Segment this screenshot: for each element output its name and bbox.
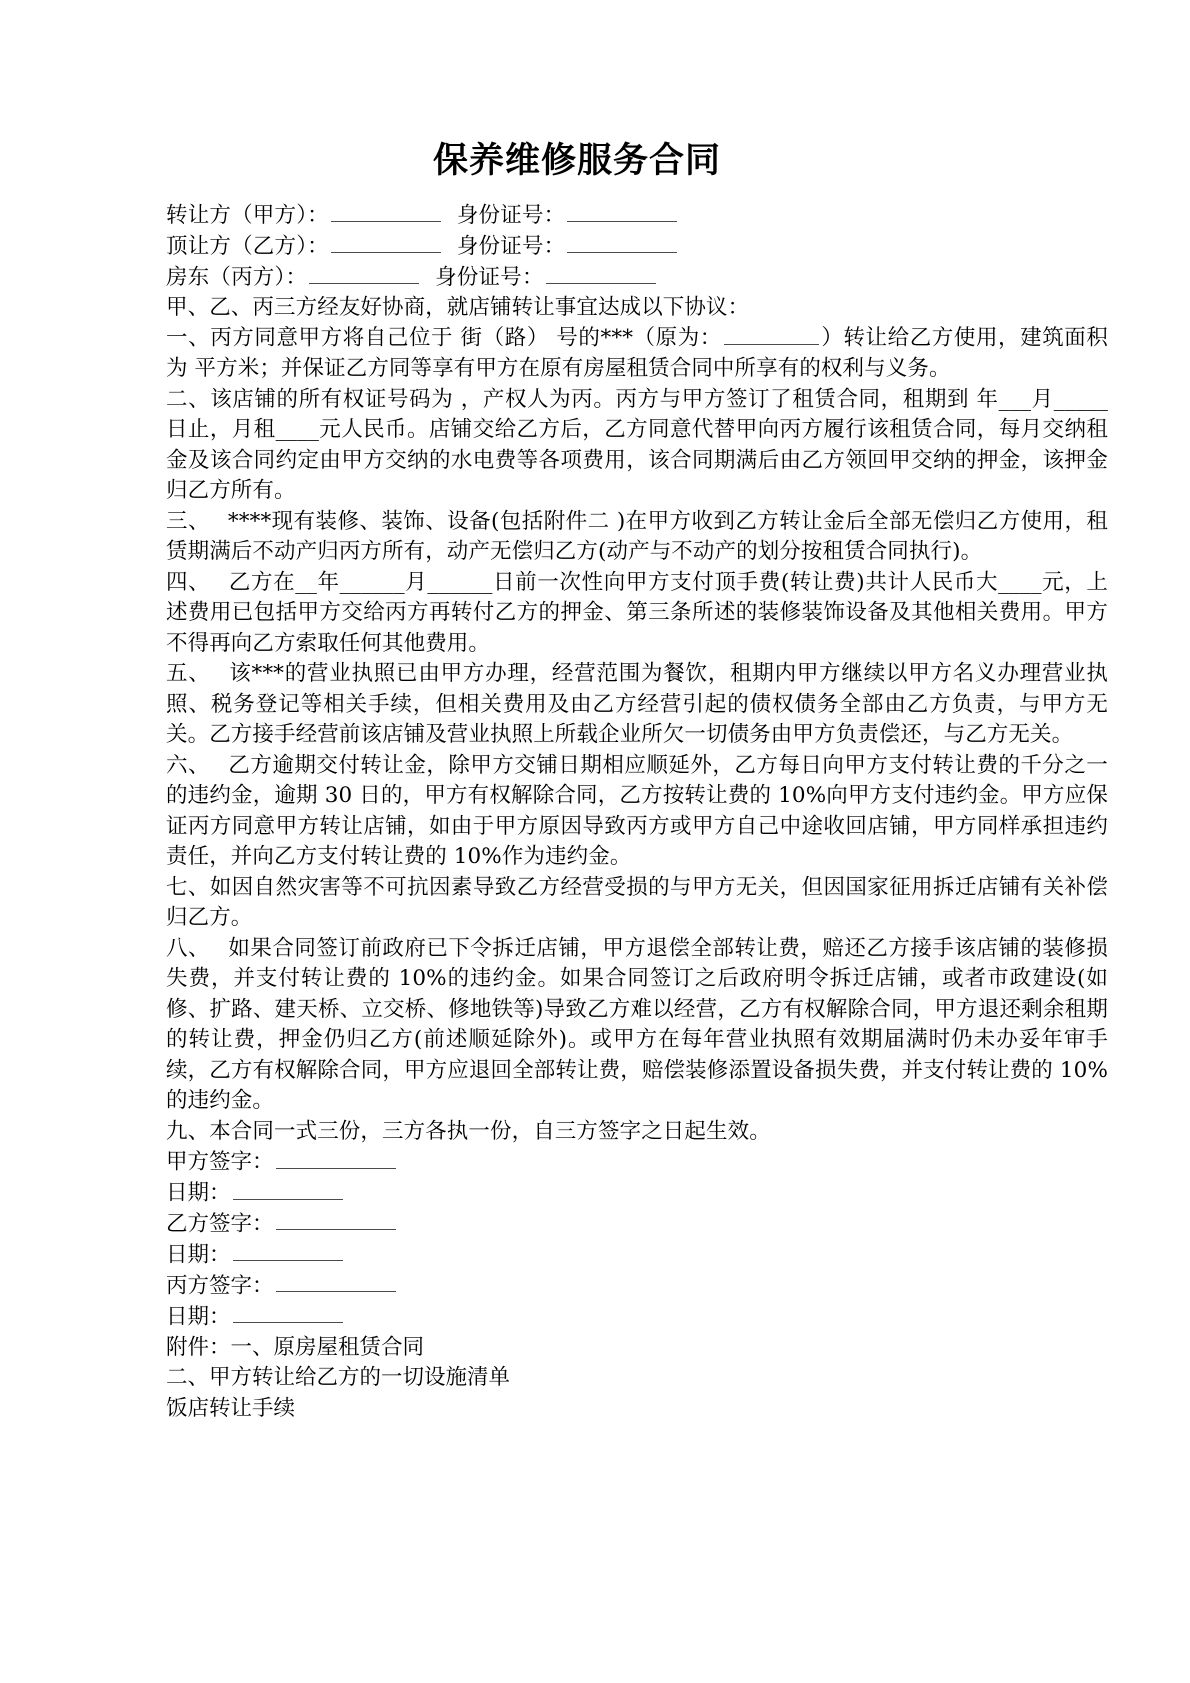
party-id-blank-transferee[interactable] — [567, 231, 677, 252]
clause-6 — [166, 751, 1108, 873]
clause-2-text: 该店铺的所有权证号码为 ，产权人为丙。丙方与甲方签订了租赁合同，租期到 年___月_____日止，月租____元人民币。店铺交给乙方后，乙方同意代替甲向丙方履行该租赁合同，每月交纳租金及该合同约定由甲方交纳的水电费等各项费用，该合同期满后由乙方领回甲交纳的押金，该押金归乙方所有。 — [166, 386, 1108, 504]
party-id-blank-landlord[interactable] — [546, 262, 656, 283]
clause-9 — [166, 1117, 1108, 1148]
clause-3-number: 三、 — [166, 508, 210, 534]
party-label-landlord: 房东（丙方）： — [166, 264, 308, 290]
signature-blank-party-b[interactable] — [276, 1209, 396, 1230]
document-content — [166, 140, 1108, 1424]
party-id-label-transferee: 身份证号： — [456, 233, 566, 259]
party-name-blank-transferor[interactable] — [331, 200, 441, 221]
signature-row-party-b — [166, 1209, 1108, 1240]
clause-1 — [166, 323, 1108, 384]
party-id-blank-transferor[interactable] — [567, 200, 677, 221]
party-name-blank-transferee[interactable] — [331, 231, 441, 252]
clause-2 — [166, 385, 1108, 507]
clause-5-number: 五、 — [166, 661, 211, 687]
clause-8-text: 如果合同签订前政府已下令拆迁店铺，甲方退偿全部转让费，赔还乙方接手该店铺的装修损失费，并支付转让费的 10%的违约金。如果合同签订之后政府明令拆迁店铺，或者市政建设(如修、扩路、建天桥、立交桥、修地铁等)导致乙方难以经营，乙方有权解除合同，甲方退还剩余租期的转让费，押金仍归乙方(前述顺延除外)。或甲方在每年营业执照有效期届满时仍未办妥年审手续，乙方有权解除合同，甲方应退回全部转让费，赔偿装修添置设备损失费，并支付转让费的 10%的违约金。 — [166, 935, 1108, 1114]
page-title: 保养维修服务合同 — [432, 141, 721, 181]
clause-9-text: 本合同一式三份，三方各执一份，自三方签字之日起生效。 — [209, 1118, 771, 1144]
clause-3-text: ****现有装修、装饰、设备(包括附件二 )在甲方收到乙方转让金后全部无偿归乙方使用，租赁期满后不动产归丙方所有，动产无偿归乙方(动产与不动产的划分按租赁合同执行)。 — [166, 508, 1109, 565]
party-id-label-landlord: 身份证号： — [435, 264, 544, 290]
clause-3 — [166, 507, 1108, 568]
signature-row-date-a — [166, 1178, 1108, 1209]
attachment-item-1: 附件：一、原房屋租赁合同 — [166, 1334, 425, 1360]
date-label-party-b: 日期： — [166, 1242, 231, 1268]
clause-4-number: 四、 — [166, 569, 211, 595]
signature-blank-party-a[interactable] — [276, 1147, 396, 1168]
clause-1-blank-original-name[interactable] — [724, 323, 819, 344]
party-id-label-transferor: 身份证号： — [456, 202, 566, 228]
party-name-blank-landlord[interactable] — [309, 262, 419, 283]
signature-row-party-c — [166, 1271, 1108, 1302]
clause-6-text: 乙方逾期交付转让金，除甲方交铺日期相应顺延外，乙方每日向甲方支付转让费的千分之一的违约金，逾期 30 日的，甲方有权解除合同，乙方按转让费的 10%向甲方支付违约金。甲方应保证丙方同意甲方转让店铺，如由于甲方原因导致丙方或甲方自己中途收回店铺，甲方同样承担违约责任，并向乙方支付转让费的 10%作为违约金。 — [166, 752, 1108, 870]
clause-9-number: 九、 — [166, 1118, 210, 1144]
clause-8 — [166, 934, 1108, 1117]
party-label-transferor: 转让方（甲方）： — [166, 202, 329, 228]
clause-6-number: 六、 — [166, 752, 210, 778]
party-line-transferor — [166, 200, 1108, 231]
clause-1-text-a: 丙方同意甲方将自己位于 街（路） 号的***（原为： — [210, 325, 722, 351]
signature-label-party-a: 甲方签字： — [166, 1149, 274, 1175]
signature-row-date-b — [166, 1240, 1108, 1271]
attachment-item-3: 饭店转让手续 — [166, 1395, 296, 1421]
clause-7-text: 如因自然灾害等不可抗因素导致乙方经营受损的与甲方无关，但因国家征用拆迁店铺有关补偿归乙方。 — [166, 874, 1109, 931]
attachment-item-2: 二、甲方转让给乙方的一切设施清单 — [166, 1365, 511, 1391]
date-label-party-a: 日期： — [166, 1180, 231, 1206]
signature-row-party-a — [166, 1147, 1108, 1178]
signature-label-party-c: 丙方签字： — [166, 1273, 274, 1299]
signature-label-party-b: 乙方签字： — [166, 1211, 274, 1237]
clause-8-number: 八、 — [166, 935, 210, 961]
clause-1-number: 一、 — [166, 325, 211, 351]
date-blank-party-b[interactable] — [233, 1240, 343, 1261]
party-line-transferee — [166, 231, 1108, 262]
clause-7 — [166, 873, 1108, 934]
party-line-landlord — [166, 262, 1108, 293]
clause-4 — [166, 568, 1108, 660]
clause-5 — [166, 659, 1108, 751]
clause-5-text: 该***的营业执照已由甲方办理，经营范围为餐饮，租期内甲方继续以甲方名义办理营业执照、税务登记等相关手续，但相关费用及由乙方经营引起的债权债务全部由乙方负责，与甲方无关。乙方接手经营前该店铺及营业执照上所载企业所欠一切债务由甲方负责偿还，与乙方无关。 — [166, 661, 1108, 748]
clause-2-number: 二、 — [166, 386, 211, 412]
signature-blank-party-c[interactable] — [276, 1271, 396, 1292]
clause-1-text-b: ）转让给乙方使用，建筑面积为 平方米；并保证乙方同等享有甲方在原有房屋租赁合同中所享有的权利与义务。 — [166, 325, 1108, 382]
party-label-transferee: 顶让方（乙方）： — [166, 233, 329, 259]
date-blank-party-c[interactable] — [233, 1302, 343, 1323]
signature-row-date-c — [166, 1302, 1108, 1333]
date-blank-party-a[interactable] — [233, 1178, 343, 1199]
preamble: 甲、乙、丙三方经友好协商，就店铺转让事宜达成以下协议： — [166, 294, 750, 320]
clause-4-text: 乙方在__年______月______日前一次性向甲方支付顶手费(转让费)共计人民币大____元，上述费用已包括甲方交给丙方再转付乙方的押金、第三条所述的装修装饰设备及其他相关费用。甲方不得再向乙方索取任何其他费用。 — [166, 569, 1108, 656]
date-label-party-c: 日期： — [166, 1304, 231, 1330]
clause-7-number: 七、 — [166, 874, 210, 900]
